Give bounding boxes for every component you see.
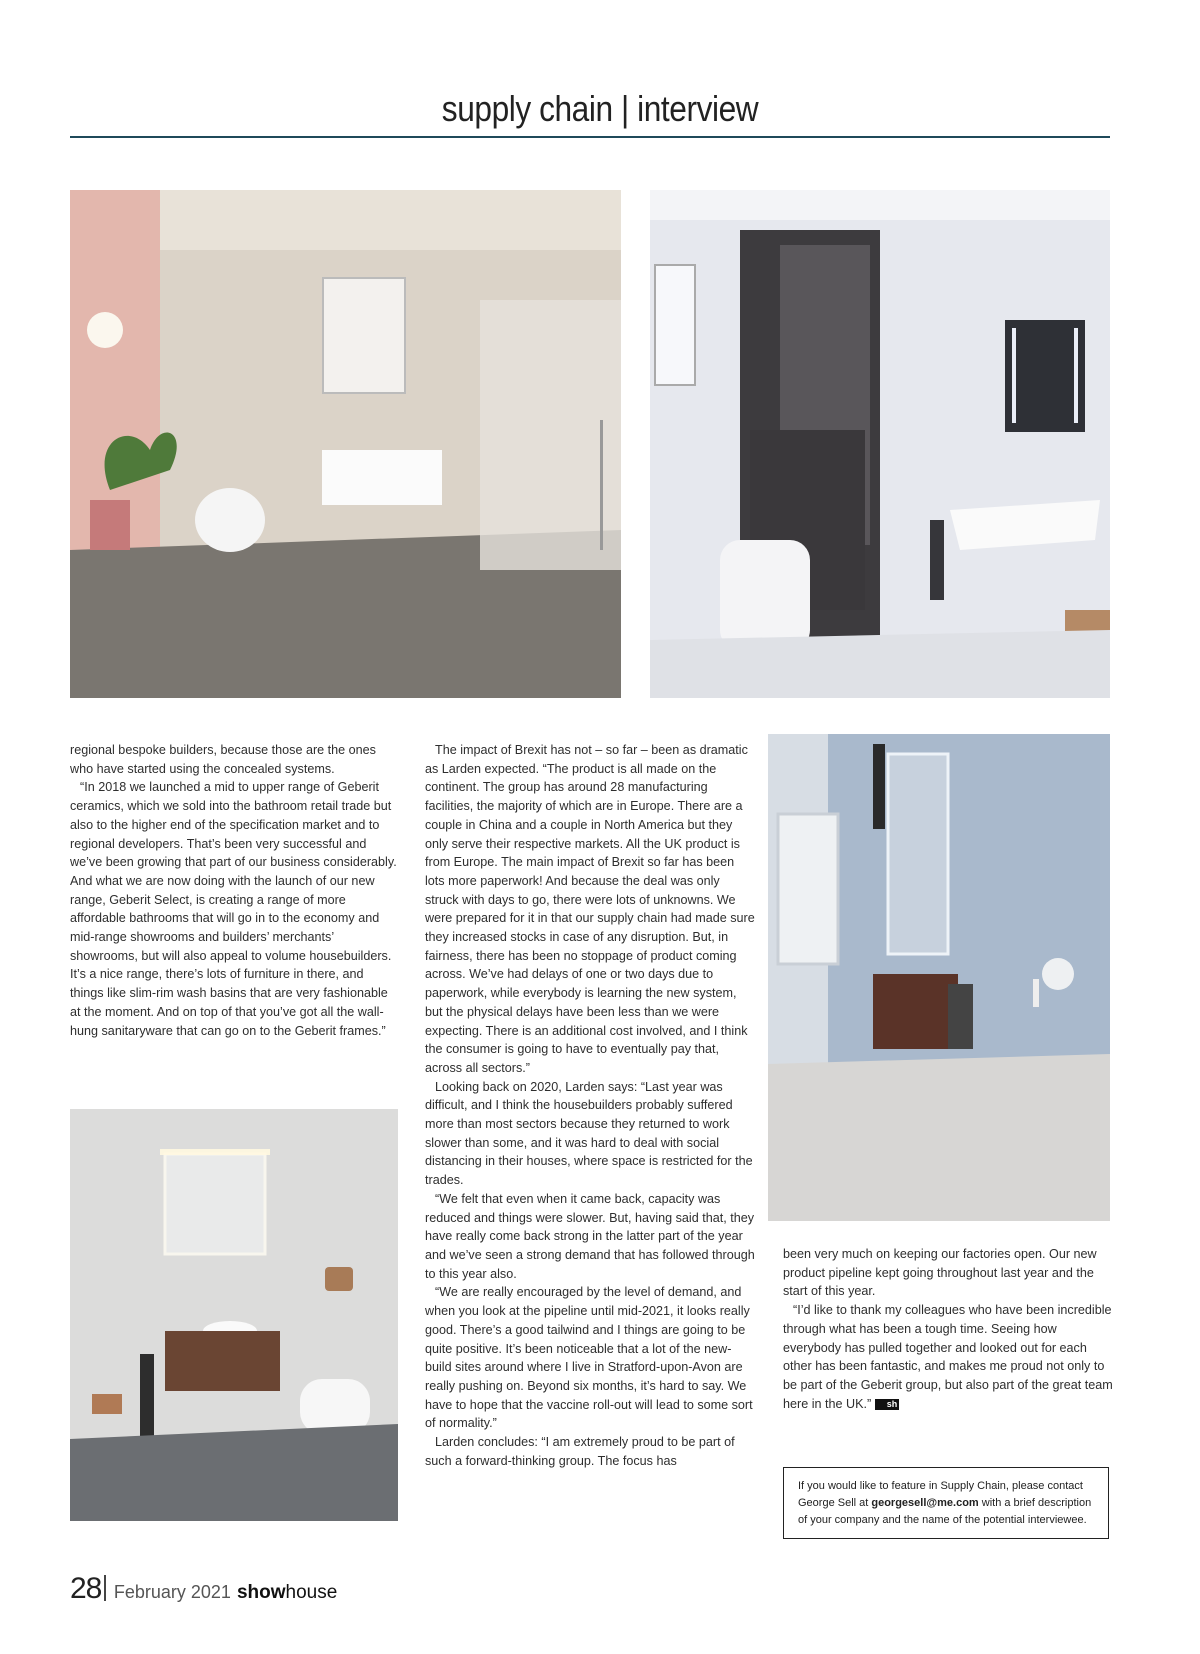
- header-rule: [70, 136, 1110, 138]
- paragraph: [783, 1301, 1113, 1413]
- paragraph: “We felt that even when it came back, capacity was reduced and things were slower. But, having said that, they have really come back strong in the latter part of the year and we’ve seen a strong demand that has followed through to this year also.: [425, 1191, 755, 1281]
- paragraph-text: “I’d like to thank my colleagues who have been incredible through what has been a tough time. Seeing how everybody has pulled together and looked out for each other has been fantastic, and makes me proud not only to be part of the Geberit group, but also part of the great team here in the UK.”: [783, 1303, 1113, 1411]
- paragraph: Larden concludes: “I am extremely proud to be part of such a forward-thinking group. The focus has: [425, 1435, 735, 1468]
- article-column-1: [70, 741, 400, 1040]
- contact-text-end: with a brief description of your company and the name of the potential interviewee.: [798, 1497, 1092, 1526]
- page-number: 28: [70, 1572, 102, 1605]
- article-column-3: [783, 1245, 1113, 1413]
- brand-logo-show: show: [236, 1582, 286, 1603]
- photo-bathroom-pink-wall: [70, 190, 621, 698]
- paragraph: The impact of Brexit has not – so far – been as dramatic as Larden expected. “The product is all made on the continent. The group has around 28 manufacturing facilities, the majority of which are in Europe. There are a couple in China and a couple in North America but they only serve their respective markets. All the UK product is from Europe. The main impact of Brexit so far has been lots more paperwork! And because the deal was only struck with days to go, there were lots of unknowns. We were prepared for it in that our supply chain had made sure they increased stocks in case of any disruption. But, in fairness, there has been no stoppage of product coming across. We’ve had delays of one or two days due to paperwork, while everybody is learning the new system, but the physical delays have been less than we were expecting. There is an additional cost involved, and I think the consumer is going to have to eventually pay that, across all sectors.”: [425, 743, 755, 1075]
- end-mark: sh: [875, 1399, 900, 1410]
- paragraph: been very much on keeping our factories open. Our new product pipeline kept going throughout last year and the start of this year.: [783, 1247, 1097, 1299]
- paragraph: “In 2018 we launched a mid to upper range of Geberit ceramics, which we sold into the bathroom retail trade but also to the higher end of the specification market and to regional developers. That’s been very successful and we’ve been growing that part of our business considerably. And what we are now doing with the launch of our new range, Geberit Select, is creating a range of more affordable bathrooms that will go in to the economy and mid-range showrooms and builders’ merchants’ showrooms, but will also appeal to volume housebuilders. It’s a nice range, there’s lots of furniture in there, and things like slim-rim wash basins that are very fashionable at the moment. And on top of that you’ve got all the wall-hung sanitaryware that can go on to the Geberit frames.”: [70, 780, 397, 1038]
- photo-bathroom-blue-wall: [768, 734, 1110, 1221]
- contact-box: [783, 1467, 1109, 1539]
- paragraph: regional bespoke builders, because those are the ones who have started using the concealed systems.: [70, 743, 376, 776]
- footer-divider: [104, 1575, 106, 1601]
- photo-bathroom-dark-shower: [650, 190, 1110, 698]
- contact-text: If you would like to feature in Supply Chain, please contact George Sell at: [798, 1480, 1083, 1509]
- paragraph: “We are really encouraged by the level of demand, and when you look at the pipeline until mid-2021, it looks really good. There’s a good tailwind and I things are going to be quite positive. It’s been noticeable that a lot of the new-build sites around where I live in Stratford-upon-Avon are really pushing on. Beyond six months, it’s hard to say. We have to hope that the vaccine roll-out will lead to some sort of normality.”: [425, 1285, 753, 1431]
- brand-logo-house: house: [285, 1582, 338, 1603]
- contact-email[interactable]: georgesell@me.com: [871, 1497, 979, 1509]
- section-title: supply chain | interview: [441, 88, 759, 129]
- issue-date: February 2021: [113, 1582, 231, 1602]
- photo-bathroom-round-basin: [70, 1109, 398, 1521]
- article-column-2: [425, 741, 755, 1470]
- page-footer: [70, 1572, 337, 1612]
- paragraph: Looking back on 2020, Larden says: “Last year was difficult, and I think the housebuilders probably suffered more than most sectors because they returned to work slower than some, and it was hard to deal with social distancing in their houses, where space is restricted for the trades.: [425, 1079, 753, 1188]
